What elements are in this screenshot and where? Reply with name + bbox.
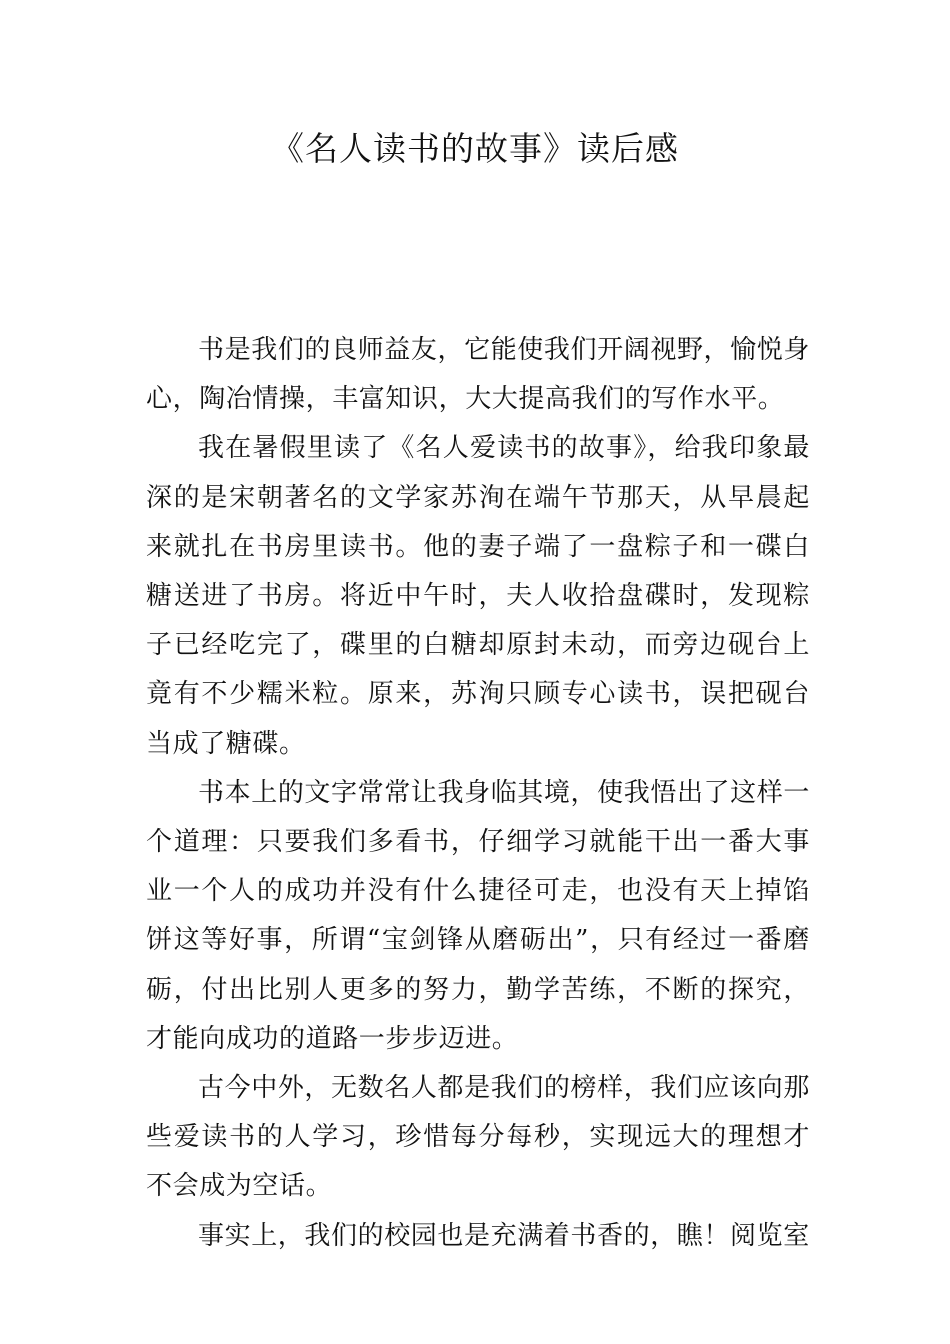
paragraph: 古今中外，无数名人都是我们的榜样，我们应该向那些爱读书的人学习，珍惜每分每秒，实现远大的理想才不会成为空话。 [146, 1073, 810, 1202]
paragraph: 书是我们的良师益友，它能使我们开阔视野，愉悦身心，陶冶情操，丰富知识，大大提高我们的写作水平。 [146, 335, 810, 415]
document-body [146, 326, 810, 1261]
document-title: 《名人读书的故事》读后感 [271, 129, 679, 168]
paragraph: 事实上，我们的校园也是充满着书香的，瞧！阅览室 [198, 1220, 810, 1251]
paragraph: 书本上的文字常常让我身临其境，使我悟出了这样一个道理：只要我们多看书，仔细学习就能干出一番大事业一个人的成功并没有什么捷径可走，也没有天上掉馅饼这等好事，所谓“宝剑锋从磨砺出”，只有经过一番磨砺，付出比别人更多的努力，勤学苦练，不断的探究，才能向成功的道路一步步迈进。 [146, 777, 810, 1054]
paragraph: 我在暑假里读了《名人爱读书的故事》，给我印象最深的是宋朝著名的文学家苏洵在端午节那天，从早晨起来就扎在书房里读书。他的妻子端了一盘粽子和一碟白糖送进了书房。将近中午时，夫人收拾盘碟时，发现粽子已经吃完了，碟里的白糖却原封未动，而旁边砚台上竟有不少糯米粒。原来，苏洵只顾专心读书，误把砚台当成了糖碟。 [146, 433, 810, 759]
